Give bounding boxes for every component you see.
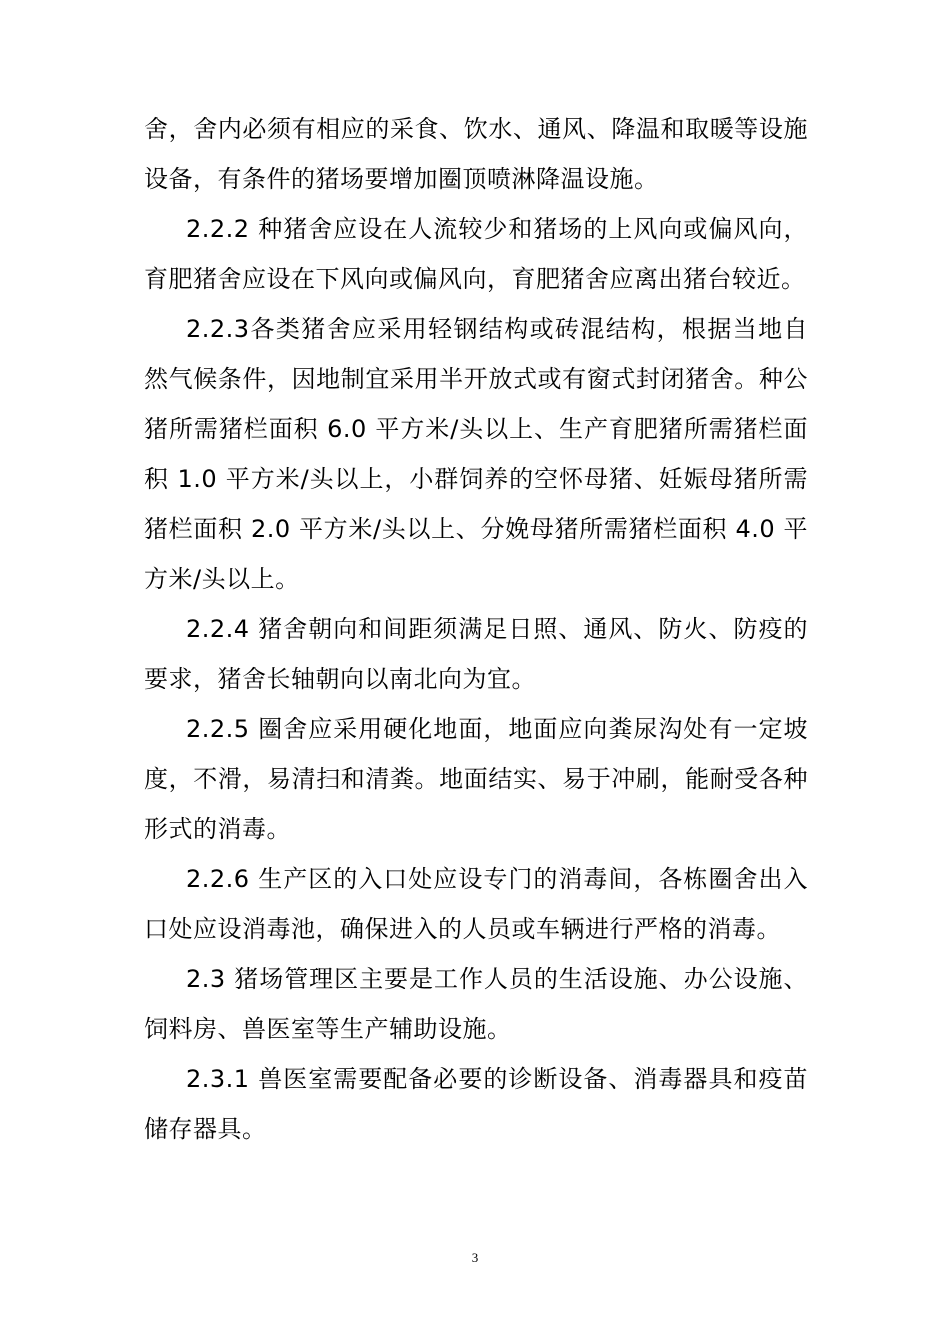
paragraph-2-2-3: 2.2.3各类猪舍应采用轻钢结构或砖混结构，根据当地自然气候条件，因地制宜采用半开放式或有窗式封闭猪舍。种公猪所需猪栏面积 6.0 平方米/头以上、生产育肥猪所需猪栏面积 1.0 平方米/头以上，小群饲养的空怀母猪、妊娠母猪所需猪栏面积 2.0 平方米/头以上、分娩母猪所需猪栏面积 4.0 平方米/头以上。 — [144, 315, 808, 593]
paragraph-2-2-2: 2.2.2 种猪舍应设在人流较少和猪场的上风向或偏风向，育肥猪舍应设在下风向或偏风向，育肥猪舍应离出猪台较近。 — [144, 215, 808, 293]
paragraph-continuation: 舍，舍内必须有相应的采食、饮水、通风、降温和取暖等设施设备，有条件的猪场要增加圈顶喷淋降温设施。 — [144, 115, 808, 193]
document-body — [144, 104, 808, 1154]
paragraph-2-2-6: 2.2.6 生产区的入口处应设专门的消毒间，各栋圈舍出入口处应设消毒池，确保进入的人员或车辆进行严格的消毒。 — [144, 865, 808, 943]
paragraph-2-3: 2.3 猪场管理区主要是工作人员的生活设施、办公设施、饲料房、兽医室等生产辅助设施。 — [144, 965, 808, 1043]
paragraph-2-2-4: 2.2.4 猪舍朝向和间距须满足日照、通风、防火、防疫的要求，猪舍长轴朝向以南北向为宜。 — [144, 615, 808, 693]
paragraph-2-3-1: 2.3.1 兽医室需要配备必要的诊断设备、消毒器具和疫苗储存器具。 — [144, 1065, 808, 1143]
paragraph-2-2-5: 2.2.5 圈舍应采用硬化地面，地面应向粪尿沟处有一定坡度，不滑，易清扫和清粪。地面结实、易于冲刷，能耐受各种形式的消毒。 — [144, 715, 808, 843]
page-number: 3 — [471, 1250, 479, 1265]
